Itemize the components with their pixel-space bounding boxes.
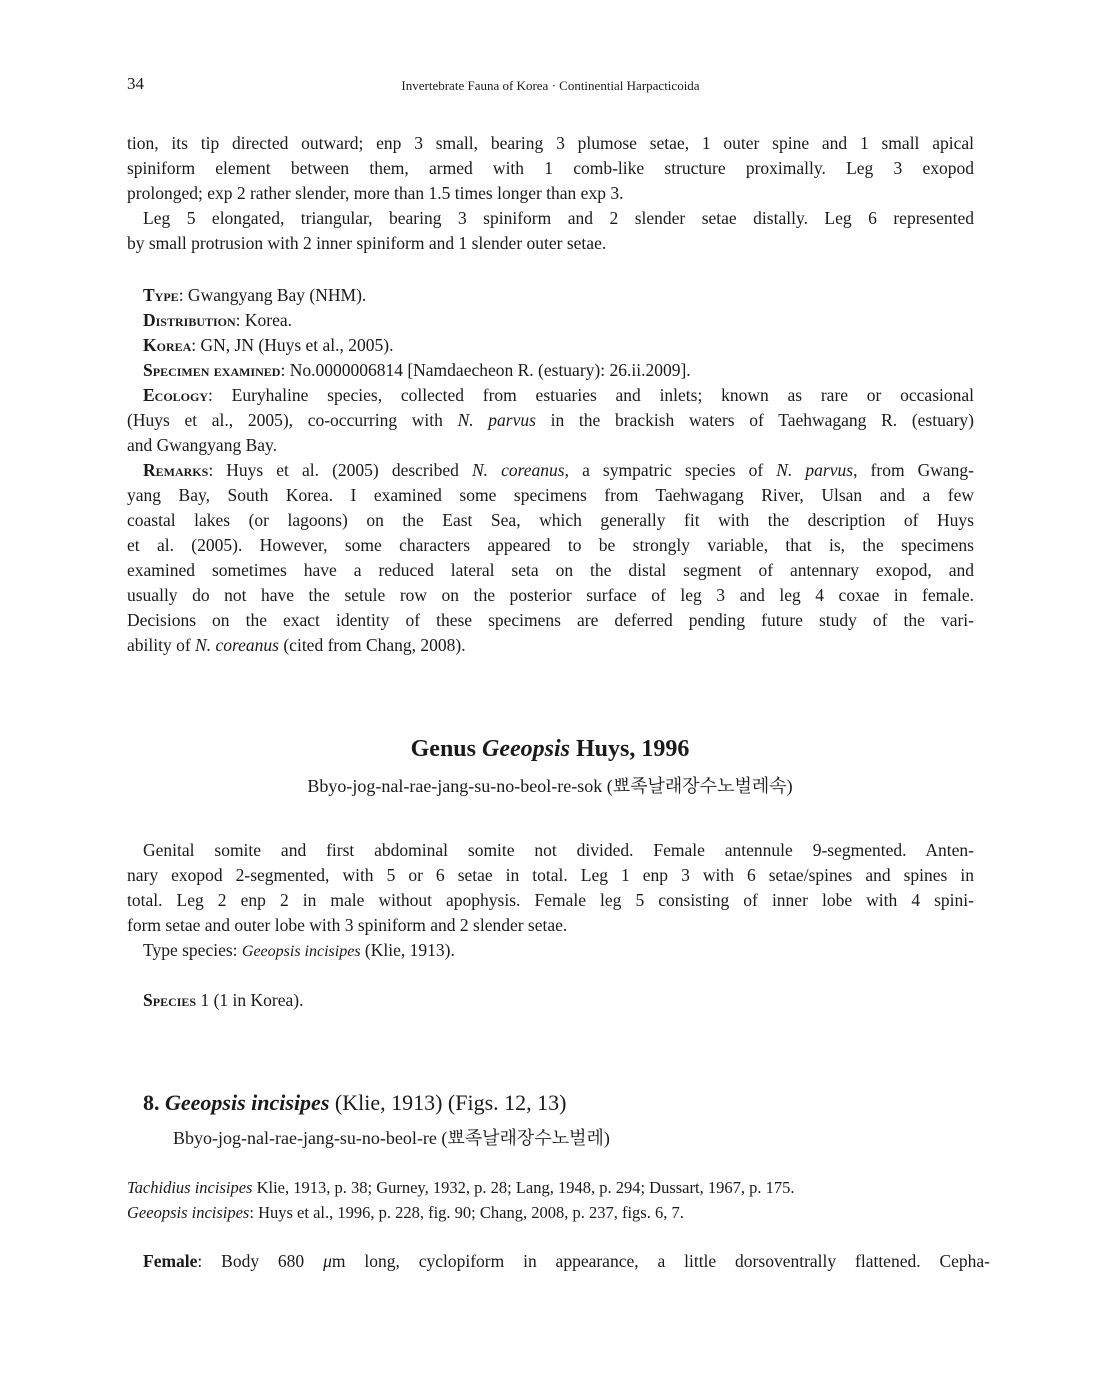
genus-description bbox=[127, 838, 974, 964]
running-title: Invertebrate Fauna of Korea · Continential Harpacticoida bbox=[401, 78, 700, 93]
field-label: Distribution bbox=[143, 310, 236, 330]
text-line: yang Bay, South Korea. I examined some specimens from Taehwagang River, Ulsan and a few bbox=[127, 485, 974, 505]
text-line: (Huys et al., 2005), co-occurring with N. parvus in the brackish waters of Taehwagang R. (estuary) bbox=[127, 410, 975, 430]
text-line: examined sometimes have a reduced lateral seta on the distal segment of antennary exopod, and bbox=[127, 560, 974, 580]
field-label: Specimen examined bbox=[143, 360, 281, 380]
text-line: nary exopod 2-segmented, with 5 or 6 setae in total. Leg 1 enp 3 with 6 setae/spines and spines in bbox=[127, 865, 974, 885]
intro-paragraph bbox=[127, 131, 974, 256]
species-count: Species 1 (1 in Korea). bbox=[143, 990, 304, 1010]
synonym-line: Geeopsis incisipes: Huys et al., 1996, p. 228, fig. 90; Chang, 2008, p. 237, figs. 6, 7. bbox=[127, 1203, 684, 1222]
distribution-field bbox=[127, 308, 974, 333]
female-description: Female: Body 680 μm long, cyclopiform in appearance, a little dorsoventrally flattened. Cepha- bbox=[143, 1251, 990, 1271]
text-line: Decisions on the exact identity of these specimens are deferred pending future study of the vari- bbox=[127, 610, 974, 630]
ecology-field bbox=[127, 383, 974, 408]
specimen-field bbox=[127, 358, 974, 383]
remarks-field: Remarks: Huys et al. (2005) described N. coreanus, a sympatric species of N. parvus, from Gwang- bbox=[143, 460, 975, 480]
text-line: form setae and outer lobe with 3 spiniform and 2 slender setae. bbox=[127, 915, 568, 935]
field-value: : Euryhaline species, collected from estuaries and inlets; known as rare or occasional bbox=[208, 385, 974, 405]
text-line: by small protrusion with 2 inner spiniform and 1 slender outer setae. bbox=[127, 233, 607, 253]
text-line: et al. (2005). However, some characters appeared to be strongly variable, that is, the specimens bbox=[127, 535, 974, 555]
species-subtitle: Bbyo-jog-nal-rae-jang-su-no-beol-re (뾰족날래장수노벌레) bbox=[173, 1128, 610, 1148]
text-line: spiniform element between them, armed with 1 comb-like structure proximally. Leg 3 exopod bbox=[127, 158, 974, 178]
text-line: total. Leg 2 enp 2 in male without apophysis. Female leg 5 consisting of inner lobe with 4 spini- bbox=[127, 890, 974, 910]
field-label: Remarks bbox=[143, 460, 209, 480]
korea-field bbox=[127, 333, 974, 358]
synonymy bbox=[127, 1175, 974, 1225]
type-field bbox=[127, 283, 974, 308]
text-line: coastal lakes (or lagoons) on the East Sea, which generally fit with the description of Huys bbox=[127, 510, 974, 530]
species-title: 8. Geeopsis incisipes (Klie, 1913) (Figs. 12, 13) bbox=[143, 1090, 567, 1115]
type-species: Type species: Geeopsis incisipes (Klie, 1913). bbox=[143, 940, 455, 960]
field-value: : Korea. bbox=[235, 310, 293, 330]
text-line: tion, its tip directed outward; enp 3 small, bearing 3 plumose setae, 1 outer spine and 1 small apical bbox=[127, 133, 974, 153]
text-line: Genital somite and first abdominal somite not divided. Female antennule 9-segmented. Anten- bbox=[143, 840, 974, 860]
synonym-line: Tachidius incisipes Klie, 1913, p. 38; Gurney, 1932, p. 28; Lang, 1948, p. 294; Dussart, 1967, p. 175. bbox=[127, 1178, 795, 1197]
text-line: Leg 5 elongated, triangular, bearing 3 spiniform and 2 slender setae distally. Leg 6 represented bbox=[143, 208, 974, 228]
text-line: prolonged; exp 2 rather slender, more than 1.5 times longer than exp 3. bbox=[127, 183, 624, 203]
text-line: ability of N. coreanus (cited from Chang, 2008). bbox=[127, 635, 466, 655]
field-label: Type bbox=[143, 285, 179, 305]
field-label: Ecology bbox=[143, 385, 209, 405]
page-number: 34 bbox=[127, 74, 144, 93]
text-line: and Gwangyang Bay. bbox=[127, 435, 278, 455]
genus-subtitle: Bbyo-jog-nal-rae-jang-su-no-beol-re-sok (뾰족날래장수노벌레속) bbox=[307, 776, 793, 796]
text-line: usually do not have the setule row on the posterior surface of leg 3 and leg 4 coxae in female. bbox=[127, 585, 974, 605]
field-value: : GN, JN (Huys et al., 2005). bbox=[191, 335, 394, 355]
field-value: : Gwangyang Bay (NHM). bbox=[178, 285, 367, 305]
taxon-fields bbox=[127, 283, 974, 658]
genus-title: Genus Geeopsis Huys, 1996 bbox=[410, 736, 690, 762]
field-value: : No.0000006814 [Namdaecheon R. (estuary): 26.ii.2009]. bbox=[280, 360, 691, 380]
field-label: Korea bbox=[143, 335, 192, 355]
field-label: Species bbox=[143, 990, 197, 1010]
